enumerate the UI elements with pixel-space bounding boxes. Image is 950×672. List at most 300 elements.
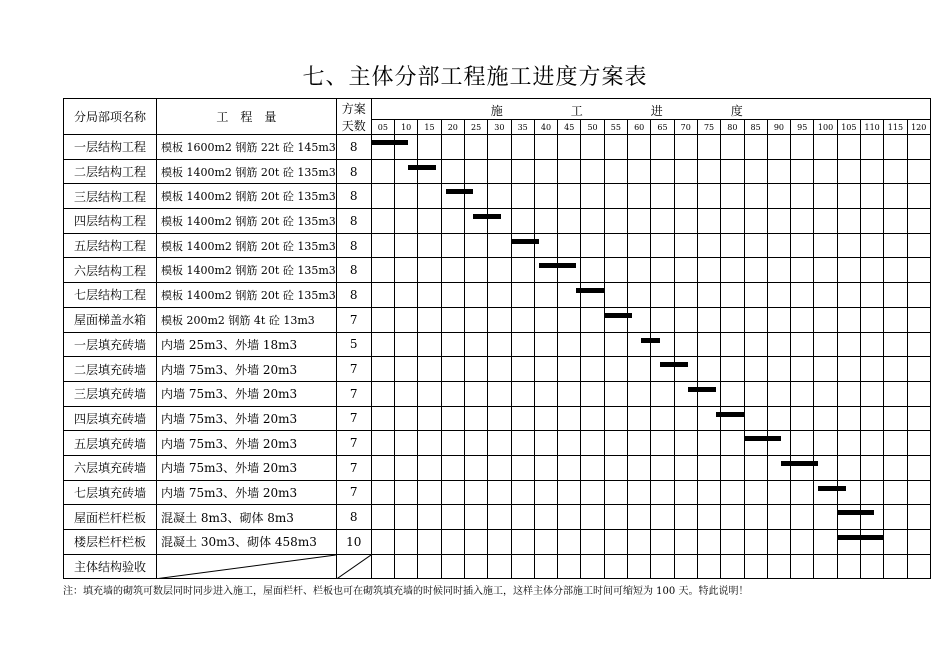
grid-cell [791,455,814,480]
grid-cell [511,530,534,555]
grid-cell [767,233,790,258]
grid-cell [721,480,744,505]
task-days: 7 [336,455,371,480]
grid-cell [674,381,697,406]
grid-cell [814,233,837,258]
grid-cell [371,455,394,480]
task-days: 8 [336,135,371,160]
task-quantity: 模板 1400m2 钢筋 20t 砼 135m3 [157,258,337,283]
grid-cell [721,455,744,480]
grid-cell [744,184,767,209]
grid-cell [511,381,534,406]
grid-cell [441,307,464,332]
grid-cell [558,135,581,160]
grid-cell [651,233,674,258]
grid-cell [884,554,907,579]
grid-cell [534,480,557,505]
grid-cell [418,233,441,258]
grid-cell [464,530,487,555]
grid-cell [371,233,394,258]
grid-cell [534,233,557,258]
grid-cell [814,332,837,357]
grid-cell [651,381,674,406]
header-days: 方案 天数 [336,99,371,135]
grid-cell [651,480,674,505]
grid-cell [441,455,464,480]
schedule-row [64,184,931,209]
grid-cell [744,480,767,505]
grid-cell [837,381,860,406]
task-quantity: 混凝土 30m3、砌体 458m3 [157,530,337,555]
grid-cell [604,159,627,184]
grid-cell [488,381,511,406]
tick-label: 05 [371,120,394,135]
grid-cell [860,554,883,579]
grid-cell [697,455,720,480]
grid-cell [604,283,627,308]
grid-cell [628,357,651,382]
grid-cell [558,554,581,579]
grid-cell [441,283,464,308]
grid-cell [697,209,720,234]
grid-cell [488,455,511,480]
grid-cell [744,135,767,160]
task-name: 三层填充砖墙 [64,381,157,406]
grid-cell [604,209,627,234]
grid-cell [767,455,790,480]
tick-label: 85 [744,120,767,135]
grid-cell [418,357,441,382]
grid-cell [907,209,930,234]
grid-cell [418,184,441,209]
grid-cell [884,233,907,258]
header-quantity: 工 程 量 [157,99,337,135]
grid-cell [721,357,744,382]
grid-cell [511,258,534,283]
task-quantity: 模板 1400m2 钢筋 20t 砼 135m3 [157,283,337,308]
task-days: 7 [336,381,371,406]
grid-cell [744,381,767,406]
task-days: 8 [336,258,371,283]
tick-label: 25 [464,120,487,135]
grid-cell [488,357,511,382]
grid-cell [628,332,651,357]
grid-cell [814,431,837,456]
grid-cell [464,431,487,456]
grid-cell [464,357,487,382]
grid-cell [791,381,814,406]
tick-label: 30 [488,120,511,135]
grid-cell [464,209,487,234]
grid-cell [464,283,487,308]
grid-cell [488,159,511,184]
grid-cell [371,258,394,283]
grid-cell [441,406,464,431]
schedule-row [64,431,931,456]
schedule-row [64,381,931,406]
grid-cell [371,159,394,184]
gantt-bar [818,486,846,491]
task-name: 二层填充砖墙 [64,357,157,382]
grid-cell [488,184,511,209]
grid-cell [744,406,767,431]
grid-cell [511,184,534,209]
grid-cell [744,505,767,530]
grid-cell [791,480,814,505]
task-quantity: 内墙 25m3、外墙 18m3 [157,332,337,357]
tick-label: 20 [441,120,464,135]
grid-cell [395,307,418,332]
grid-cell [907,307,930,332]
task-name: 屋面梯盖水箱 [64,307,157,332]
grid-cell [674,357,697,382]
grid-cell [441,135,464,160]
grid-cell [860,332,883,357]
grid-cell [907,455,930,480]
grid-cell [674,209,697,234]
schedule-row [64,332,931,357]
grid-cell [441,209,464,234]
grid-cell [581,455,604,480]
grid-cell [721,554,744,579]
task-days: 10 [336,530,371,555]
grid-cell [628,184,651,209]
grid-cell [674,307,697,332]
grid-cell [464,455,487,480]
grid-cell [907,554,930,579]
grid-cell [791,357,814,382]
grid-cell [744,283,767,308]
gantt-bar [744,436,781,441]
grid-cell [791,530,814,555]
grid-cell [721,159,744,184]
grid-cell [558,357,581,382]
task-name: 楼层栏杆栏板 [64,530,157,555]
grid-cell [791,431,814,456]
grid-cell [674,505,697,530]
grid-cell [814,357,837,382]
grid-cell [767,406,790,431]
grid-cell [441,530,464,555]
grid-cell [721,307,744,332]
task-name: 屋面栏杆栏板 [64,505,157,530]
grid-cell [907,332,930,357]
grid-cell [558,455,581,480]
grid-cell [581,159,604,184]
grid-cell [884,480,907,505]
grid-cell [488,530,511,555]
grid-cell [418,159,441,184]
task-quantity [157,554,337,579]
gantt-bar [716,412,744,417]
grid-cell [488,209,511,234]
grid-cell [441,332,464,357]
grid-cell [511,233,534,258]
grid-cell [814,554,837,579]
grid-cell [488,554,511,579]
grid-cell [697,530,720,555]
tick-label: 115 [884,120,907,135]
grid-cell [511,505,534,530]
gantt-bar [371,140,408,145]
grid-cell [837,332,860,357]
grid-cell [721,209,744,234]
grid-cell [441,381,464,406]
grid-cell [837,209,860,234]
grid-cell [441,505,464,530]
task-name: 一层填充砖墙 [64,332,157,357]
grid-cell [581,406,604,431]
grid-cell [464,135,487,160]
grid-cell [418,332,441,357]
grid-cell [721,283,744,308]
grid-cell [395,530,418,555]
grid-cell [371,283,394,308]
grid-cell [371,209,394,234]
grid-cell [837,135,860,160]
schedule-row [64,480,931,505]
grid-cell [558,332,581,357]
grid-cell [558,480,581,505]
grid-cell [697,233,720,258]
gantt-bar [604,313,632,318]
grid-cell [395,233,418,258]
task-quantity: 模板 1600m2 钢筋 22t 砼 145m3 [157,135,337,160]
schedule-row [64,554,931,579]
grid-cell [697,332,720,357]
grid-cell [628,455,651,480]
grid-cell [907,283,930,308]
grid-cell [791,332,814,357]
grid-cell [651,554,674,579]
grid-cell [488,332,511,357]
task-name: 五层结构工程 [64,233,157,258]
grid-cell [558,159,581,184]
grid-cell [628,406,651,431]
grid-cell [837,431,860,456]
grid-cell [651,455,674,480]
grid-cell [884,184,907,209]
grid-cell [371,135,394,160]
tick-label: 100 [814,120,837,135]
schedule-row [64,406,931,431]
grid-cell [860,184,883,209]
grid-cell [721,233,744,258]
grid-cell [628,283,651,308]
grid-cell [628,505,651,530]
gantt-bar [446,189,474,194]
task-days: 5 [336,332,371,357]
task-quantity: 模板 1400m2 钢筋 20t 砼 135m3 [157,184,337,209]
grid-cell [395,159,418,184]
grid-cell [907,381,930,406]
grid-cell [814,135,837,160]
grid-cell [744,554,767,579]
grid-cell [674,554,697,579]
grid-cell [884,283,907,308]
grid-cell [558,406,581,431]
grid-cell [744,307,767,332]
grid-cell [791,209,814,234]
grid-cell [581,554,604,579]
grid-cell [371,184,394,209]
grid-cell [721,406,744,431]
grid-cell [860,283,883,308]
grid-cell [604,258,627,283]
grid-cell [744,357,767,382]
grid-cell [721,135,744,160]
grid-cell [395,505,418,530]
grid-cell [814,307,837,332]
grid-cell [395,184,418,209]
grid-cell [674,184,697,209]
schedule-row [64,357,931,382]
grid-cell [581,283,604,308]
grid-cell [697,431,720,456]
grid-cell [488,406,511,431]
grid-cell [791,184,814,209]
grid-cell [511,135,534,160]
grid-cell [604,184,627,209]
grid-cell [604,530,627,555]
grid-cell [791,505,814,530]
grid-cell [464,480,487,505]
grid-cell [814,258,837,283]
gantt-bar [660,362,688,367]
grid-cell [534,357,557,382]
grid-cell [395,480,418,505]
grid-cell [534,209,557,234]
grid-cell [884,455,907,480]
grid-cell [791,135,814,160]
grid-cell [464,307,487,332]
grid-cell [814,530,837,555]
grid-cell [441,258,464,283]
page-title: 七、主体分部工程施工进度方案表 [302,65,648,90]
grid-cell [907,357,930,382]
tick-label: 35 [511,120,534,135]
schedule-row [64,258,931,283]
grid-cell [534,184,557,209]
grid-cell [418,455,441,480]
grid-cell [464,332,487,357]
tick-label: 95 [791,120,814,135]
grid-cell [604,480,627,505]
grid-cell [907,431,930,456]
grid-cell [418,307,441,332]
grid-cell [511,159,534,184]
grid-cell [371,406,394,431]
grid-cell [604,135,627,160]
grid-cell [767,258,790,283]
grid-cell [860,455,883,480]
grid-cell [488,258,511,283]
grid-cell [860,233,883,258]
task-name: 一层结构工程 [64,135,157,160]
grid-cell [581,357,604,382]
grid-cell [395,332,418,357]
grid-cell [767,307,790,332]
tick-label: 10 [395,120,418,135]
grid-cell [558,505,581,530]
grid-cell [837,258,860,283]
grid-cell [907,530,930,555]
grid-cell [791,283,814,308]
schedule-row [64,505,931,530]
task-days: 8 [336,505,371,530]
grid-cell [441,431,464,456]
grid-cell [791,554,814,579]
grid-cell [721,258,744,283]
grid-cell [628,258,651,283]
grid-cell [511,431,534,456]
grid-cell [464,406,487,431]
grid-cell [744,455,767,480]
grid-cell [371,505,394,530]
grid-cell [371,530,394,555]
grid-cell [511,406,534,431]
grid-cell [488,307,511,332]
grid-cell [791,307,814,332]
grid-cell [674,135,697,160]
grid-cell [651,505,674,530]
task-name: 五层填充砖墙 [64,431,157,456]
grid-cell [860,135,883,160]
grid-cell [674,159,697,184]
schedule-row [64,307,931,332]
tick-label: 55 [604,120,627,135]
grid-cell [907,135,930,160]
grid-cell [860,381,883,406]
schedule-row [64,530,931,555]
grid-cell [697,283,720,308]
grid-cell [581,209,604,234]
tick-label: 45 [558,120,581,135]
grid-cell [721,530,744,555]
grid-cell [558,530,581,555]
grid-cell [767,209,790,234]
grid-cell [767,505,790,530]
tick-label: 80 [721,120,744,135]
grid-cell [744,332,767,357]
grid-cell [837,455,860,480]
grid-cell [464,233,487,258]
grid-cell [884,258,907,283]
tick-label: 40 [534,120,557,135]
grid-cell [837,233,860,258]
grid-cell [837,530,860,555]
grid-cell [534,455,557,480]
grid-cell [837,184,860,209]
grid-cell [418,406,441,431]
grid-cell [581,258,604,283]
task-days: 7 [336,431,371,456]
grid-cell [697,159,720,184]
grid-cell [628,159,651,184]
grid-cell [814,455,837,480]
grid-cell [651,135,674,160]
grid-cell [628,135,651,160]
task-quantity: 内墙 75m3、外墙 20m3 [157,431,337,456]
grid-cell [581,480,604,505]
footnote: 注：填充墙的砌筑可数层同时同步进入施工，屋面栏杆、栏板也可在砌筑填充墙的时候同时插入施工，这样主体分部施工时间可缩短为 100 天。特此说明！ [63,586,749,597]
schedule-row [64,135,931,160]
grid-cell [791,159,814,184]
grid-cell [581,381,604,406]
schedule-table [63,98,931,579]
grid-cell [511,283,534,308]
grid-cell [511,307,534,332]
